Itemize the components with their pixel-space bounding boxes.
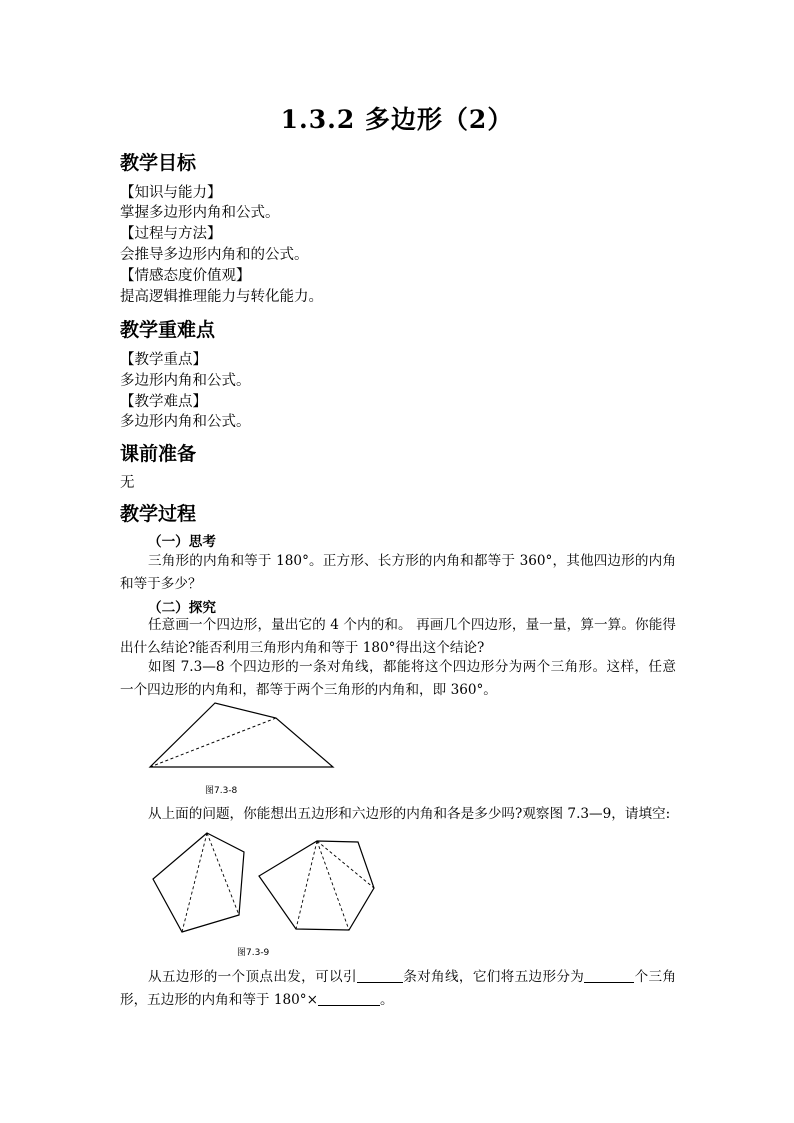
- goal-text-knowledge: 掌握多边形内角和公式。: [120, 205, 280, 221]
- goal-text-process: 会推导多边形内角和的公式。: [120, 247, 309, 263]
- blank-diagonals[interactable]: [357, 968, 403, 983]
- goal-label-process: 【过程与方法】: [120, 226, 222, 242]
- prep-text: 无: [120, 475, 135, 491]
- section-heading-keypoints: 教学重难点: [120, 319, 216, 341]
- figure-caption-7-3-9: 图7.3-9: [237, 948, 270, 958]
- keypoint-label-difficulty: 【教学难点】: [120, 394, 207, 410]
- keypoint-text-focus: 多边形内角和公式。: [120, 373, 251, 389]
- section-heading-goals: 教学目标: [120, 152, 197, 174]
- goal-text-attitude: 提高逻辑推理能力与转化能力。: [120, 289, 323, 305]
- fill-text-a: 从五边形的一个顶点出发，可以引: [148, 969, 357, 985]
- fill-in-paragraph: [120, 966, 676, 1012]
- goal-label-knowledge: 【知识与能力】: [120, 185, 222, 201]
- subheading-explore: （二）探究: [148, 600, 216, 616]
- goal-label-attitude: 【情感态度价值观】: [120, 268, 251, 284]
- keypoint-label-focus: 【教学重点】: [120, 352, 207, 368]
- fill-text-b: 条对角线，它们将五边形分为: [402, 969, 585, 985]
- polygons-figure: [140, 828, 390, 938]
- paragraph-explore-1: 任意画一个四边形，量出它的 4 个内的和。 再画几个四边形，量一量，算一算。你能得出什么结论?能否利用三角形内角和等于 180°得出这个结论?: [120, 617, 676, 656]
- page-title: 1.3.2 多边形（2）: [280, 105, 514, 134]
- section-heading-process: 教学过程: [120, 503, 197, 525]
- paragraph-explore-2: 如图 7.3—8 个四边形的一条对角线，都能将这个四边形分为两个三角形。这样，任意一个四边形的内角和，都等于两个三角形的内角和，即 360°。: [120, 659, 676, 698]
- paragraph-think: 三角形的内角和等于 180°。正方形、长方形的内角和都等于 360°，其他四边形的内角和等于多少？: [120, 553, 676, 592]
- keypoint-text-difficulty: 多边形内角和公式。: [120, 414, 251, 430]
- blank-triangles[interactable]: [584, 968, 634, 983]
- fill-text-c: 个三角形，五边形的内角和等于 180°×: [120, 969, 677, 1008]
- fill-text-d: 。: [380, 992, 394, 1008]
- quadrilateral-figure: [140, 698, 350, 774]
- section-heading-prep: 课前准备: [120, 443, 197, 465]
- figure-caption-7-3-8: 图7.3-8: [205, 786, 238, 796]
- blank-multiplier[interactable]: [318, 991, 380, 1006]
- subheading-think: （一）思考: [148, 534, 216, 550]
- paragraph-explore-3: 从上面的问题，你能想出五边形和六边形的内角和各是多少吗?观察图 7.3—9，请填空:: [148, 806, 671, 822]
